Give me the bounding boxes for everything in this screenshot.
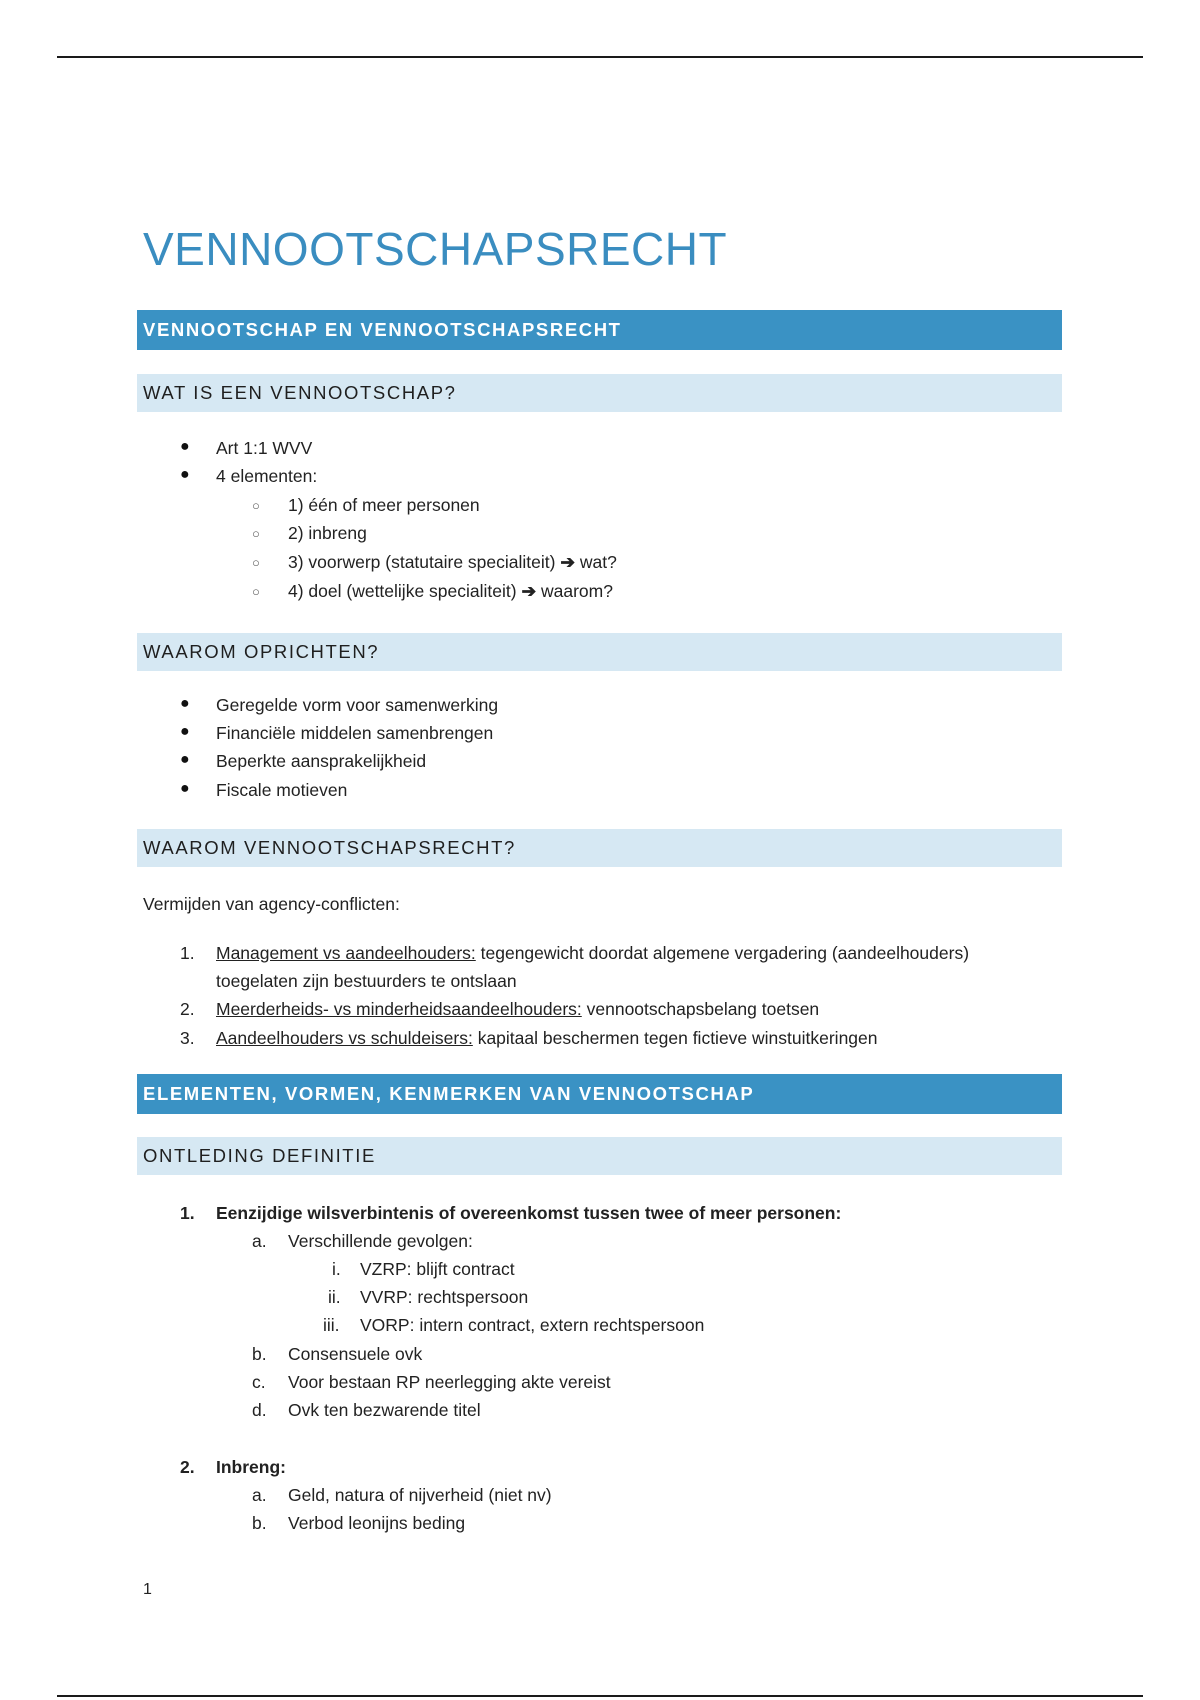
bullet-icon: ● — [180, 695, 190, 712]
circle-bullet-icon: ○ — [252, 498, 260, 513]
list-subitem: Verbod leonijns beding — [288, 1513, 466, 1533]
list-subitem: 4) doel (wettelijke specialiteit) ➔ waarom? — [288, 581, 613, 601]
list-letter: d. — [252, 1400, 267, 1420]
bullet-icon: ● — [180, 438, 190, 455]
list-item: Inbreng: — [216, 1457, 286, 1477]
page-number: 1 — [143, 1581, 152, 1598]
list-number: 1. — [180, 943, 195, 963]
circle-bullet-icon: ○ — [252, 526, 260, 541]
heading-waarom-oprichten: WAAROM OPRICHTEN? — [137, 633, 1062, 671]
list-item: 4 elementen: — [216, 466, 318, 486]
heading-ontleding: ONTLEDING DEFINITIE — [137, 1137, 1062, 1175]
arrow-icon: ➔ — [560, 552, 576, 572]
intro-text: Vermijden van agency-conflicten: — [143, 894, 400, 914]
list-item: Financiële middelen samenbrengen — [216, 723, 494, 743]
list-subitem: Consensuele ovk — [288, 1344, 423, 1364]
heading-waarom-recht: WAAROM VENNOOTSCHAPSRECHT? — [137, 829, 1062, 867]
arrow-icon: ➔ — [521, 581, 537, 601]
heading-wat-is: WAT IS EEN VENNOOTSCHAP? — [137, 374, 1062, 412]
list-item: Geregelde vorm voor samenwerking — [216, 695, 499, 715]
list-letter: a. — [252, 1231, 267, 1251]
heading-vennootschap-en-recht: VENNOOTSCHAP EN VENNOOTSCHAPSRECHT — [137, 310, 1062, 350]
document-title: VENNOOTSCHAPSRECHT — [143, 223, 728, 275]
list-letter: c. — [252, 1372, 266, 1392]
list-item: Aandeelhouders vs schuldeisers: kapitaal beschermen tegen fictieve winstuitkeringen — [216, 1028, 878, 1048]
circle-bullet-icon: ○ — [252, 584, 260, 599]
bullet-icon: ● — [180, 723, 190, 740]
list-letter: b. — [252, 1344, 267, 1364]
list-number: 3. — [180, 1028, 195, 1048]
list-letter: a. — [252, 1485, 267, 1505]
bullet-icon: ● — [180, 466, 190, 483]
list-subitem: Verschillende gevolgen: — [288, 1231, 473, 1251]
list-item-continuation: toegelaten zijn bestuurders te ontslaan — [216, 971, 517, 991]
list-subitem: 2) inbreng — [288, 523, 367, 543]
list-item: Eenzijdige wilsverbintenis of overeenkomst tussen twee of meer personen: — [216, 1203, 842, 1223]
list-roman: ii. — [328, 1287, 341, 1307]
list-item: Beperkte aansprakelijkheid — [216, 751, 427, 771]
list-subitem: 3) voorwerp (statutaire specialiteit) ➔ wat? — [288, 552, 617, 572]
list-item: Fiscale motieven — [216, 780, 348, 800]
list-roman: i. — [332, 1259, 341, 1279]
list-item: Meerderheids- vs minderheidsaandeelhouders: vennootschapsbelang toetsen — [216, 999, 820, 1019]
list-item: Management vs aandeelhouders: tegengewicht doordat algemene vergadering (aandeelhouders) — [216, 943, 970, 963]
list-subsubitem: VZRP: blijft contract — [360, 1259, 515, 1279]
circle-bullet-icon: ○ — [252, 555, 260, 570]
list-number: 2. — [180, 1457, 195, 1477]
list-number: 2. — [180, 999, 195, 1019]
list-subitem: 1) één of meer personen — [288, 495, 480, 515]
list-subsubitem: VORP: intern contract, extern rechtspersoon — [360, 1315, 705, 1335]
bullet-icon: ● — [180, 780, 190, 797]
list-subsubitem: VVRP: rechtspersoon — [360, 1287, 529, 1307]
list-item: Art 1:1 WVV — [216, 438, 313, 458]
heading-elementen: ELEMENTEN, VORMEN, KENMERKEN VAN VENNOOTSCHAP — [137, 1074, 1062, 1114]
list-subitem: Voor bestaan RP neerlegging akte vereist — [288, 1372, 611, 1392]
list-number: 1. — [180, 1203, 195, 1223]
list-subitem: Ovk ten bezwarende titel — [288, 1400, 481, 1420]
header-rule — [57, 56, 1143, 58]
list-subitem: Geld, natura of nijverheid (niet nv) — [288, 1485, 552, 1505]
bullet-icon: ● — [180, 751, 190, 768]
list-roman: iii. — [323, 1315, 340, 1335]
list-letter: b. — [252, 1513, 267, 1533]
footer-rule — [57, 1695, 1143, 1697]
